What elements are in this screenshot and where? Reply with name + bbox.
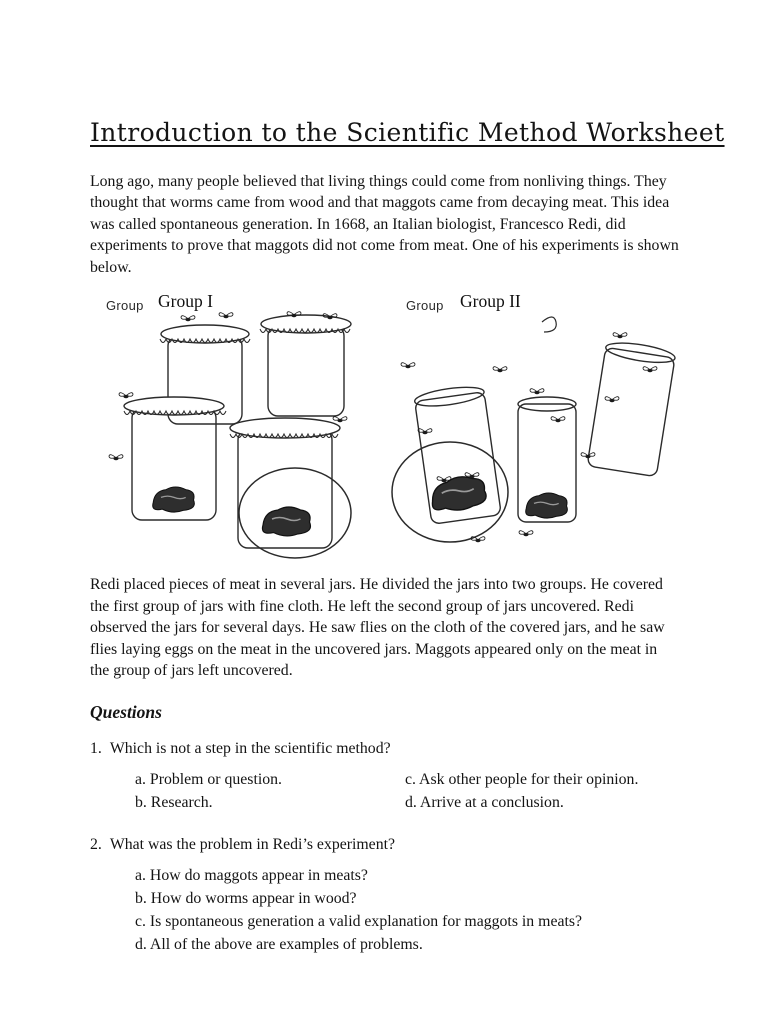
- group2-partial-caption: Group: [406, 298, 444, 314]
- fly-icon: [333, 417, 347, 423]
- fly-icon: [613, 333, 627, 339]
- question-1-number: 1.: [90, 739, 102, 757]
- option-a: a. Problem or question.: [135, 770, 282, 788]
- fly-icon: [181, 316, 195, 322]
- fly-icon: [605, 397, 619, 403]
- questions-heading: Questions: [90, 701, 162, 722]
- fly-icon: [493, 367, 507, 373]
- page-title: Introduction to the Scientific Method Worksheet: [90, 118, 725, 147]
- question-1-options-right: [405, 769, 680, 815]
- option-b: b. Research.: [135, 793, 213, 811]
- option-d: d. Arrive at a conclusion.: [405, 793, 564, 811]
- fly-icon: [119, 393, 133, 399]
- question-2-options: [135, 865, 680, 957]
- experiment-description: Redi placed pieces of meat in several jars. He divided the jars into two groups. He covered the first group of jars with fine cloth. He left the second group of jars uncovered. Redi observed the jars for several days. He saw flies on the cloth of the covered jars, and he saw flies laying eggs on the meat in the uncovered jars. Maggots appeared only on the meat in the group of jars left uncovered.: [90, 576, 665, 680]
- jars-illustration: [90, 308, 680, 560]
- meat-icon: [153, 487, 195, 512]
- meat-icon: [262, 507, 310, 536]
- intro-paragraph: Long ago, many people believed that living things could come from nonliving things. They thought that worms came from wood and that maggots came from decaying meat. This idea was called spontaneous generation. In 1668, an Italian biologist, Francesco Redi, did experiments to prove that maggots did not come from meat. One of his experiments is shown below.: [90, 173, 679, 276]
- option-c: c. Is spontaneous generation a valid explanation for maggots in meats?: [135, 913, 583, 931]
- question-1-text: Which is not a step in the scientific method?: [109, 739, 391, 757]
- redi-experiment-figure: [90, 288, 680, 560]
- group2-caption: Group II: [460, 291, 521, 312]
- fly-icon: [109, 455, 123, 461]
- option-a: a. How do maggots appear in meats?: [135, 867, 368, 885]
- question-2-text: What was the problem in Redi’s experiment?: [109, 836, 395, 854]
- covered-jar: [230, 418, 340, 548]
- question-2-number: 2.: [90, 836, 102, 854]
- fly-icon: [551, 417, 565, 423]
- question-2: [90, 836, 680, 854]
- option-c: c. Ask other people for their opinion.: [405, 770, 639, 788]
- fly-icon: [519, 531, 533, 537]
- question-1-options-left: [135, 769, 405, 815]
- option-d: d. All of the above are examples of problems.: [135, 936, 423, 954]
- fly-icon: [219, 313, 233, 319]
- group2-open-jars: [392, 317, 676, 542]
- question-1-options: [135, 769, 680, 815]
- option-b: b. How do worms appear in wood?: [135, 890, 357, 908]
- covered-jar: [124, 397, 226, 520]
- fly-icon: [530, 389, 544, 395]
- meat-icon: [526, 493, 568, 518]
- fly-icon: [643, 367, 657, 373]
- open-jar: [587, 340, 676, 477]
- covered-jar: [260, 315, 351, 416]
- open-jar: [518, 397, 576, 522]
- question-1: [90, 740, 680, 758]
- curl-mark: [542, 317, 556, 332]
- fly-icon: [418, 429, 432, 435]
- group1-caption: Group I: [158, 291, 213, 312]
- group1-covered-jars: [109, 312, 351, 558]
- fly-icon: [401, 363, 415, 369]
- fly-icon: [581, 453, 595, 459]
- group1-partial-caption: Group: [106, 298, 144, 314]
